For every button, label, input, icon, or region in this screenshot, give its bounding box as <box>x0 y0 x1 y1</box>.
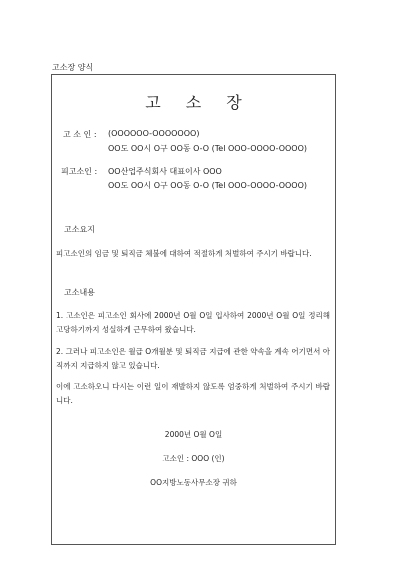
form-caption: 고소장 양식 <box>52 63 94 72</box>
complainant-signature: 고소인 : OOO (인) <box>162 454 225 463</box>
content-heading: 고소내용 <box>64 288 95 297</box>
content-paragraph-2: 2. 그러나 피고소인은 월급 O개월분 및 퇴직금 지급에 관한 약속을 계속 어기면서 아직까지 지급하지 않고 있습니다. <box>56 347 330 370</box>
content-paragraph-3: 이에 고소하오니 다시는 이런 일이 재발하지 않도록 엄중하게 처벌하여 주시기 바랍니다. <box>56 382 330 405</box>
defendant-address: OO도 OO시 O구 OO동 O-O (Tel OOO-OOOO-OOOO) <box>108 181 308 190</box>
defendant-name: OO산업주식회사 대표이사 OOO <box>108 167 222 176</box>
document-date: 2000년 O월 O일 <box>164 430 223 439</box>
content-paragraph-1: 1. 고소인은 피고소인 회사에 2000년 O월 O일 입사하여 2000년 O월 O일 정리해고당하기까지 성실하게 근무하여 왔습니다. <box>56 311 330 334</box>
complainant-label: 고 소 인 : <box>63 130 97 139</box>
recipient: OO지방노동사무소장 귀하 <box>150 478 237 487</box>
complainant-address: OO도 OO시 O구 OO동 O-O (Tel OOO-OOOO-OOOO) <box>108 144 308 153</box>
complaint-form <box>51 74 336 545</box>
summary-heading: 고소요지 <box>64 225 95 234</box>
complainant-id: (OOOOOO-OOOOOOO) <box>108 129 200 138</box>
defendant-label: 피고소인 : <box>61 167 98 176</box>
document-title: 고 소 장 <box>145 93 252 112</box>
summary-text: 피고소인의 임금 및 퇴직금 체불에 대하여 적절하게 처벌하여 주시기 바랍니다. <box>56 249 312 258</box>
